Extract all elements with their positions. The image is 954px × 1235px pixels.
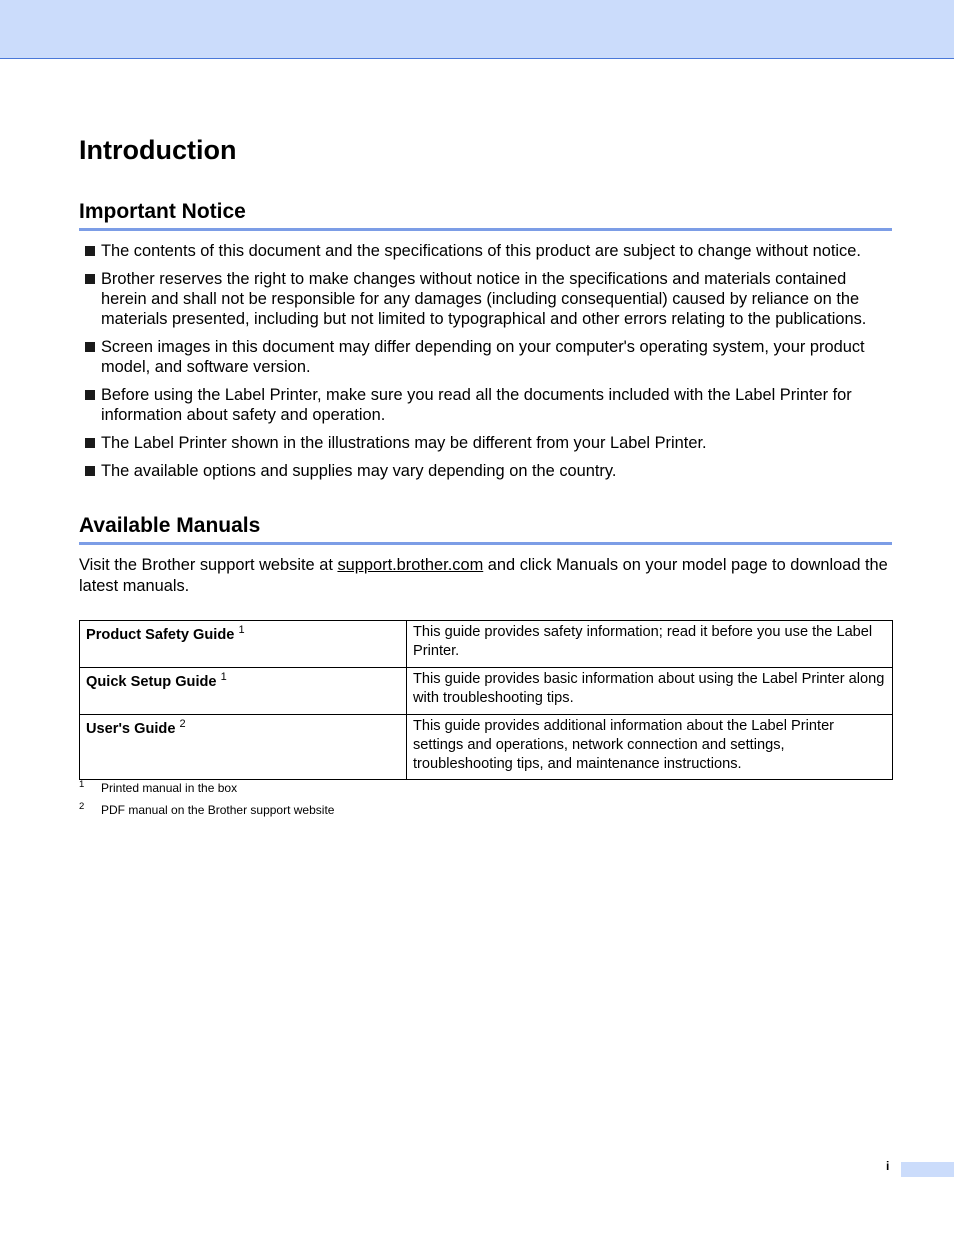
list-item: The available options and supplies may vary depending on the country. <box>79 461 894 481</box>
square-bullet-icon <box>85 390 95 400</box>
footnote-number: 2 <box>79 801 85 812</box>
page-title: Introduction <box>79 135 237 165</box>
page-tab <box>901 1162 954 1177</box>
support-website-link[interactable]: support.brother.com <box>337 556 484 574</box>
square-bullet-icon <box>85 246 95 256</box>
manuals-table <box>79 620 893 780</box>
manuals-intro-text: Visit the Brother support website at support.brother.com and click Manuals on your model page to download the latest manuals. <box>79 556 888 595</box>
page-number: i <box>886 1159 890 1173</box>
important-notice-heading: Important Notice <box>79 200 246 223</box>
square-bullet-icon <box>85 438 95 448</box>
square-bullet-icon <box>85 274 95 284</box>
available-manuals-section <box>79 513 892 545</box>
square-bullet-icon <box>85 342 95 352</box>
available-manuals-heading: Available Manuals <box>79 514 261 537</box>
footnote-ref: 1 <box>238 624 245 636</box>
footnote-ref: 1 <box>220 671 227 683</box>
footnote: 2 PDF manual on the Brother support website <box>79 801 335 817</box>
table-row <box>80 715 893 780</box>
manual-description-cell: This guide provides safety information; read it before you use the Label Printer. <box>407 621 893 668</box>
footnotes <box>79 780 679 824</box>
manual-description-cell: This guide provides basic information about using the Label Printer along with troubleshooting tips. <box>407 668 893 715</box>
list-item: Before using the Label Printer, make sure you read all the documents included with the Label Printer for information about safety and operation. <box>79 385 894 425</box>
list-item: Screen images in this document may differ depending on your computer's operating system, your product model, and software version. <box>79 337 894 377</box>
manual-name-cell: Product Safety Guide $^1$ <box>80 621 407 668</box>
footnote-number: 1 <box>79 779 85 790</box>
header-band <box>0 0 954 59</box>
list-item: The contents of this document and the specifications of this product are subject to change without notice. <box>79 241 894 261</box>
table-row <box>80 668 893 715</box>
footnote-ref: 2 <box>179 718 186 730</box>
list-item: Brother reserves the right to make changes without notice in the specifications and materials contained herein and shall not be responsible for any damages (including consequential) caused by reliance on the materials presented, including but not limited to typographical and other errors relating to the publications. <box>79 269 894 329</box>
manual-name-cell: Quick Setup Guide $^1$ <box>80 668 407 715</box>
table-row <box>80 621 893 668</box>
footnote: 1 Printed manual in the box <box>79 779 238 795</box>
list-item: The Label Printer shown in the illustrations may be different from your Label Printer. <box>79 433 894 453</box>
square-bullet-icon <box>85 466 95 476</box>
manual-description-cell: This guide provides additional information about the Label Printer settings and operations, network connection and settings, troubleshooting tips, and maintenance instructions. <box>407 715 893 780</box>
notice-list <box>79 241 894 489</box>
important-notice-section <box>79 199 892 231</box>
manual-name-cell: User's Guide $^2$ <box>80 715 407 780</box>
